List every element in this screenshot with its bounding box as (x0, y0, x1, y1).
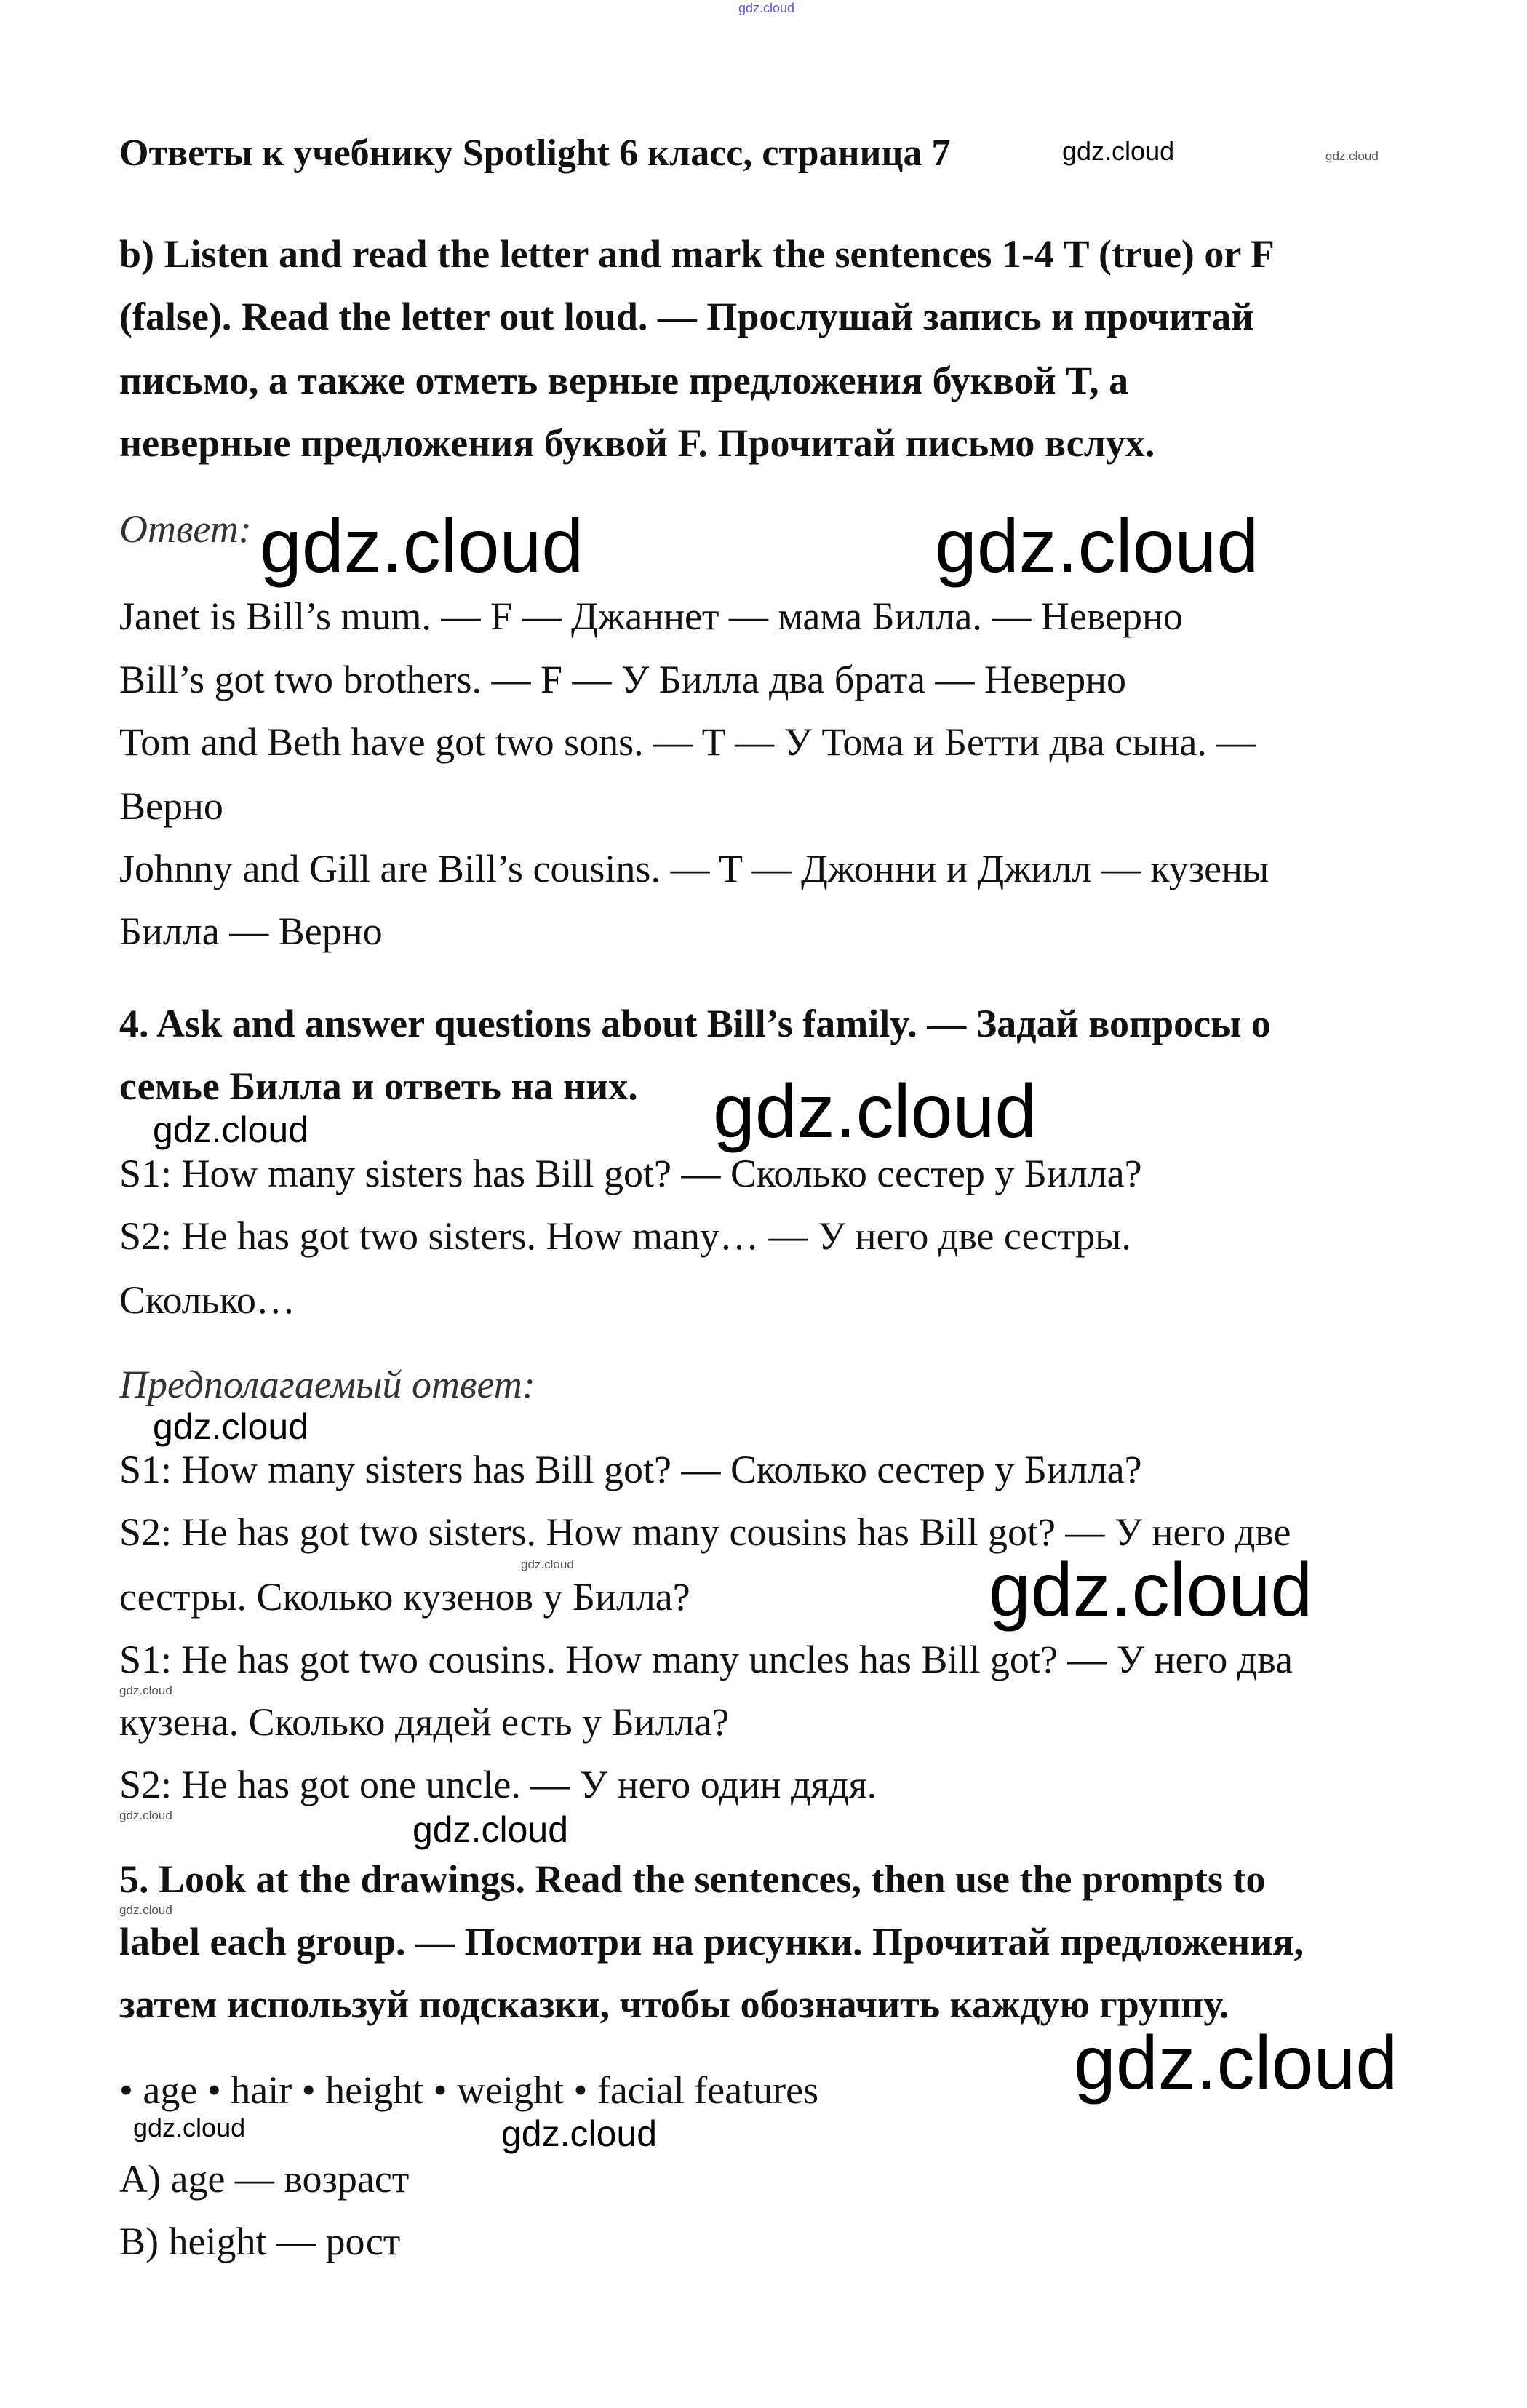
watermark: gdz.cloud (119, 1809, 172, 1822)
answer-line: Janet is Bill’s mum. — F — Джаннет — мама Билла. — Неверно (119, 594, 1183, 638)
task-5-heading: label each group. — Посмотри на рисунки. Прочитай предложения, (119, 1920, 1304, 1964)
answer-line: Билла — Верно (119, 909, 383, 953)
watermark: gdz.cloud (119, 1683, 172, 1697)
watermark: gdz.cloud (521, 1558, 574, 1571)
watermark: gdz.cloud (1325, 149, 1379, 163)
answer-line: S1: He has got two cousins. How many uncles has Bill got? — У него два (119, 1638, 1293, 1681)
task-b-heading: (false). Read the letter out loud. — Прослушай запись и прочитай (119, 295, 1254, 338)
answer-line: S2: He has got one uncle. — У него один дядя. (119, 1763, 877, 1806)
answer-line: B) height — рост (119, 2220, 401, 2263)
answer-label: Предполагаемый ответ: (119, 1363, 535, 1406)
watermark: gdz.cloud (153, 1406, 309, 1447)
answer-line: S1: How many sisters has Bill got? — Сколько сестер у Билла? (119, 1448, 1142, 1491)
watermark: gdz.cloud (412, 1809, 569, 1850)
task-5-heading: затем используй подсказки, чтобы обозначить каждую группу. (119, 1982, 1229, 2026)
watermark: gdz.cloud (501, 2113, 658, 2154)
task-4-heading: семье Билла и ответь на них. (119, 1064, 638, 1108)
example-line: Сколько… (119, 1278, 295, 1322)
example-line: S2: He has got two sisters. How many… — У него две сестры. (119, 1214, 1131, 1258)
watermark: gdz.cloud (133, 2113, 246, 2142)
answer-label: Ответ: (119, 507, 252, 551)
watermark: gdz.cloud (935, 504, 1259, 589)
answer-line: сестры. Сколько кузенов у Билла? (119, 1575, 690, 1619)
page-title: Ответы к учебнику Spotlight 6 класс, страница 7 (119, 132, 951, 174)
task-b-heading: b) Listen and read the letter and mark the sentences 1-4 T (true) or F (119, 232, 1275, 276)
task-b-heading: неверные предложения буквой F. Прочитай письмо вслух. (119, 421, 1155, 465)
watermark: gdz.cloud (713, 1069, 1037, 1154)
task-4-heading: 4. Ask and answer questions about Bill’s family. — Задай вопросы о (119, 1002, 1271, 1045)
task-5-heading: 5. Look at the drawings. Read the sentences, then use the prompts to (119, 1857, 1266, 1901)
watermark: gdz.cloud (1062, 136, 1175, 166)
watermark: gdz.cloud (738, 1, 795, 15)
prompt-list: • age • hair • height • weight • facial features (119, 2068, 819, 2112)
watermark: gdz.cloud (1074, 2021, 1398, 2105)
answer-line: Верно (119, 784, 223, 828)
answer-line: Bill’s got two brothers. — F — У Билла два брата — Неверно (119, 658, 1127, 701)
answer-line: Johnny and Gill are Bill’s cousins. — T — Джонни и Джилл — кузены (119, 847, 1269, 890)
answer-line: Tom and Beth have got two sons. — T — У Тома и Бетти два сына. — (119, 720, 1256, 764)
watermark: gdz.cloud (119, 1903, 172, 1917)
watermark: gdz.cloud (153, 1109, 309, 1150)
task-b-heading: письмо, а также отметь верные предложения буквой T, а (119, 359, 1129, 402)
example-line: S1: How many sisters has Bill got? — Сколько сестер у Билла? (119, 1152, 1142, 1195)
answer-line: S2: He has got two sisters. How many cousins has Bill got? — У него две (119, 1510, 1291, 1554)
answer-line: A) age — возраст (119, 2157, 410, 2201)
watermark: gdz.cloud (260, 504, 584, 589)
watermark: gdz.cloud (989, 1548, 1313, 1632)
answer-line: кузена. Сколько дядей есть у Билла? (119, 1700, 730, 1744)
